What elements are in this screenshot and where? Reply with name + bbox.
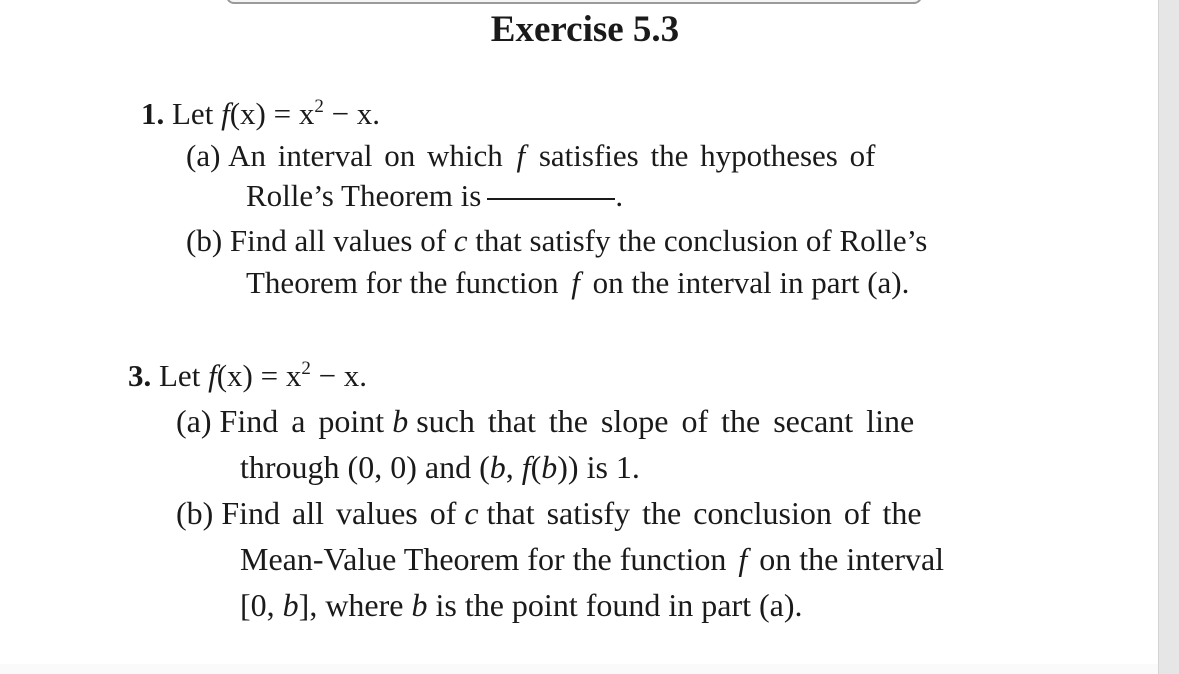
problem-number: 3. xyxy=(128,358,152,393)
part-label: (a) xyxy=(176,403,212,439)
problem-1a-line-1: (a) An interval on which f satisfies the hypotheses of xyxy=(186,138,876,173)
part-label: (b) xyxy=(186,223,223,258)
bottom-edge xyxy=(0,664,1158,674)
problem-3-intro: 3. Let $f(x) = x^2 - x$. xyxy=(128,358,368,393)
problem-1b-line-1: (b) Find all values of c that satisfy the conclusion of Rolle’s xyxy=(186,223,928,258)
problem-3a-line-2: through (0, 0) and (b, f(b)) is 1. xyxy=(240,449,640,485)
top-frame-edge xyxy=(226,0,922,4)
answer-blank xyxy=(487,196,615,200)
problem-1b-line-2: Theorem for the function f on the interval in part (a). xyxy=(246,265,910,300)
exercise-title: Exercise 5.3 xyxy=(490,9,680,50)
part-label: (a) xyxy=(186,138,221,173)
problem-3b-line-1: (b) Find all values of c that satisfy the conclusion of the xyxy=(176,495,922,531)
problem-3a-line-1: (a) Find a point b such that the slope of the secant line xyxy=(176,403,915,439)
problem-3b-line-3: [0, b], where b is the point found in part (a). xyxy=(240,587,803,623)
page-right-margin xyxy=(1158,0,1179,674)
problem-1a-line-2: Rolle’s Theorem is . xyxy=(246,178,624,213)
problem-1-intro: 1. Let $f(x) = x^2 - x$. xyxy=(141,96,381,131)
problem-number: 1. xyxy=(141,96,165,131)
part-label: (b) xyxy=(176,495,214,531)
problem-3b-line-2: Mean-Value Theorem for the function f on the interval xyxy=(240,541,945,577)
